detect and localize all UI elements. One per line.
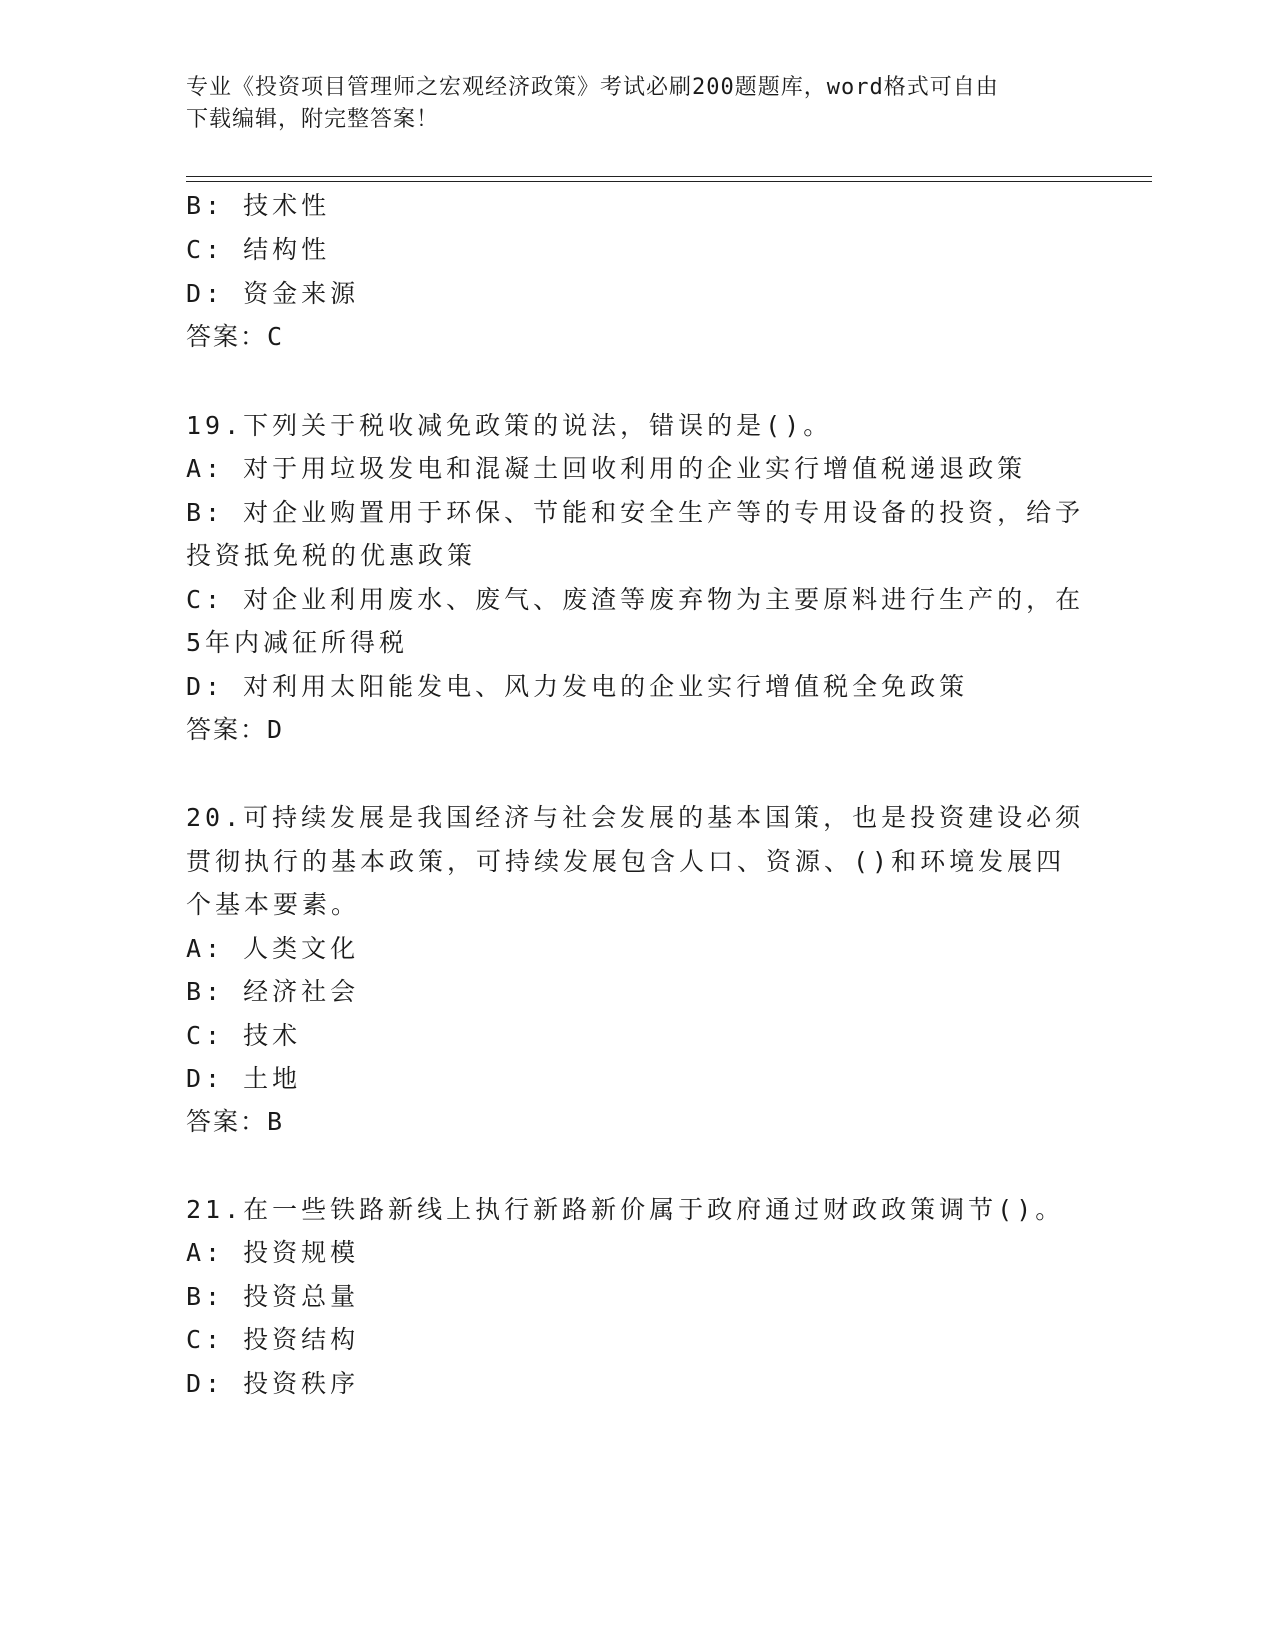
q19-option-d: D: 对利用太阳能发电、风力发电的企业实行增值税全免政策 (186, 672, 969, 701)
q21-stem: 21.在一些铁路新线上执行新路新价属于政府通过财政政策调节()。 (186, 1195, 1065, 1224)
q21-option-d: D: 投资秩序 (186, 1369, 360, 1398)
answer-value: D (267, 715, 283, 744)
q19-option-c-cont: 5年内减征所得税 (186, 628, 409, 657)
prev-option-d: D: 资金来源 (186, 279, 360, 308)
q21-option-b: B: 投资总量 (186, 1282, 360, 1311)
header-rule-bottom (186, 181, 1152, 182)
q19-option-c: C: 对企业利用废水、废气、废渣等废弃物为主要原料进行生产的，在 (186, 585, 1085, 614)
prev-answer (186, 321, 282, 353)
header-line-2: 下载编辑，附完整答案！ (186, 107, 440, 132)
q20-answer (186, 1106, 282, 1138)
q21-option-c: C: 投资结构 (186, 1325, 360, 1354)
q20-stem-line-3: 个基本要素。 (186, 890, 361, 919)
document-header (186, 72, 1066, 136)
q20-stem-line-1: 20.可持续发展是我国经济与社会发展的基本国策，也是投资建设必须 (186, 803, 1085, 832)
q20-option-c: C: 技术 (186, 1021, 302, 1050)
q20-stem-line-2: 贯彻执行的基本政策，可持续发展包含人口、资源、()和环境发展四 (186, 847, 1066, 876)
q20-option-a: A: 人类文化 (186, 934, 360, 963)
answer-label: 答案： (186, 322, 268, 351)
answer-label: 答案： (186, 715, 268, 744)
q21-option-a: A: 投资规模 (186, 1238, 360, 1267)
prev-option-c: C: 结构性 (186, 235, 331, 264)
answer-label: 答案： (186, 1107, 268, 1136)
prev-option-b: B: 技术性 (186, 191, 331, 220)
header-rule-top (186, 176, 1152, 177)
q19-option-b-cont: 投资抵免税的优惠政策 (186, 541, 477, 570)
answer-value: C (267, 322, 283, 351)
q19-answer (186, 714, 282, 746)
header-line-1: 专业《投资项目管理师之宏观经济政策》考试必刷200题题库，word格式可自由 (186, 75, 999, 100)
q19-option-a: A: 对于用垃圾发电和混凝土回收利用的企业实行增值税递退政策 (186, 454, 1027, 483)
q19-stem: 19.下列关于税收减免政策的说法，错误的是()。 (186, 411, 833, 440)
answer-value: B (267, 1107, 283, 1136)
q19-option-b: B: 对企业购置用于环保、节能和安全生产等的专用设备的投资，给予 (186, 498, 1085, 527)
q20-option-b: B: 经济社会 (186, 977, 360, 1006)
q20-option-d: D: 土地 (186, 1064, 302, 1093)
